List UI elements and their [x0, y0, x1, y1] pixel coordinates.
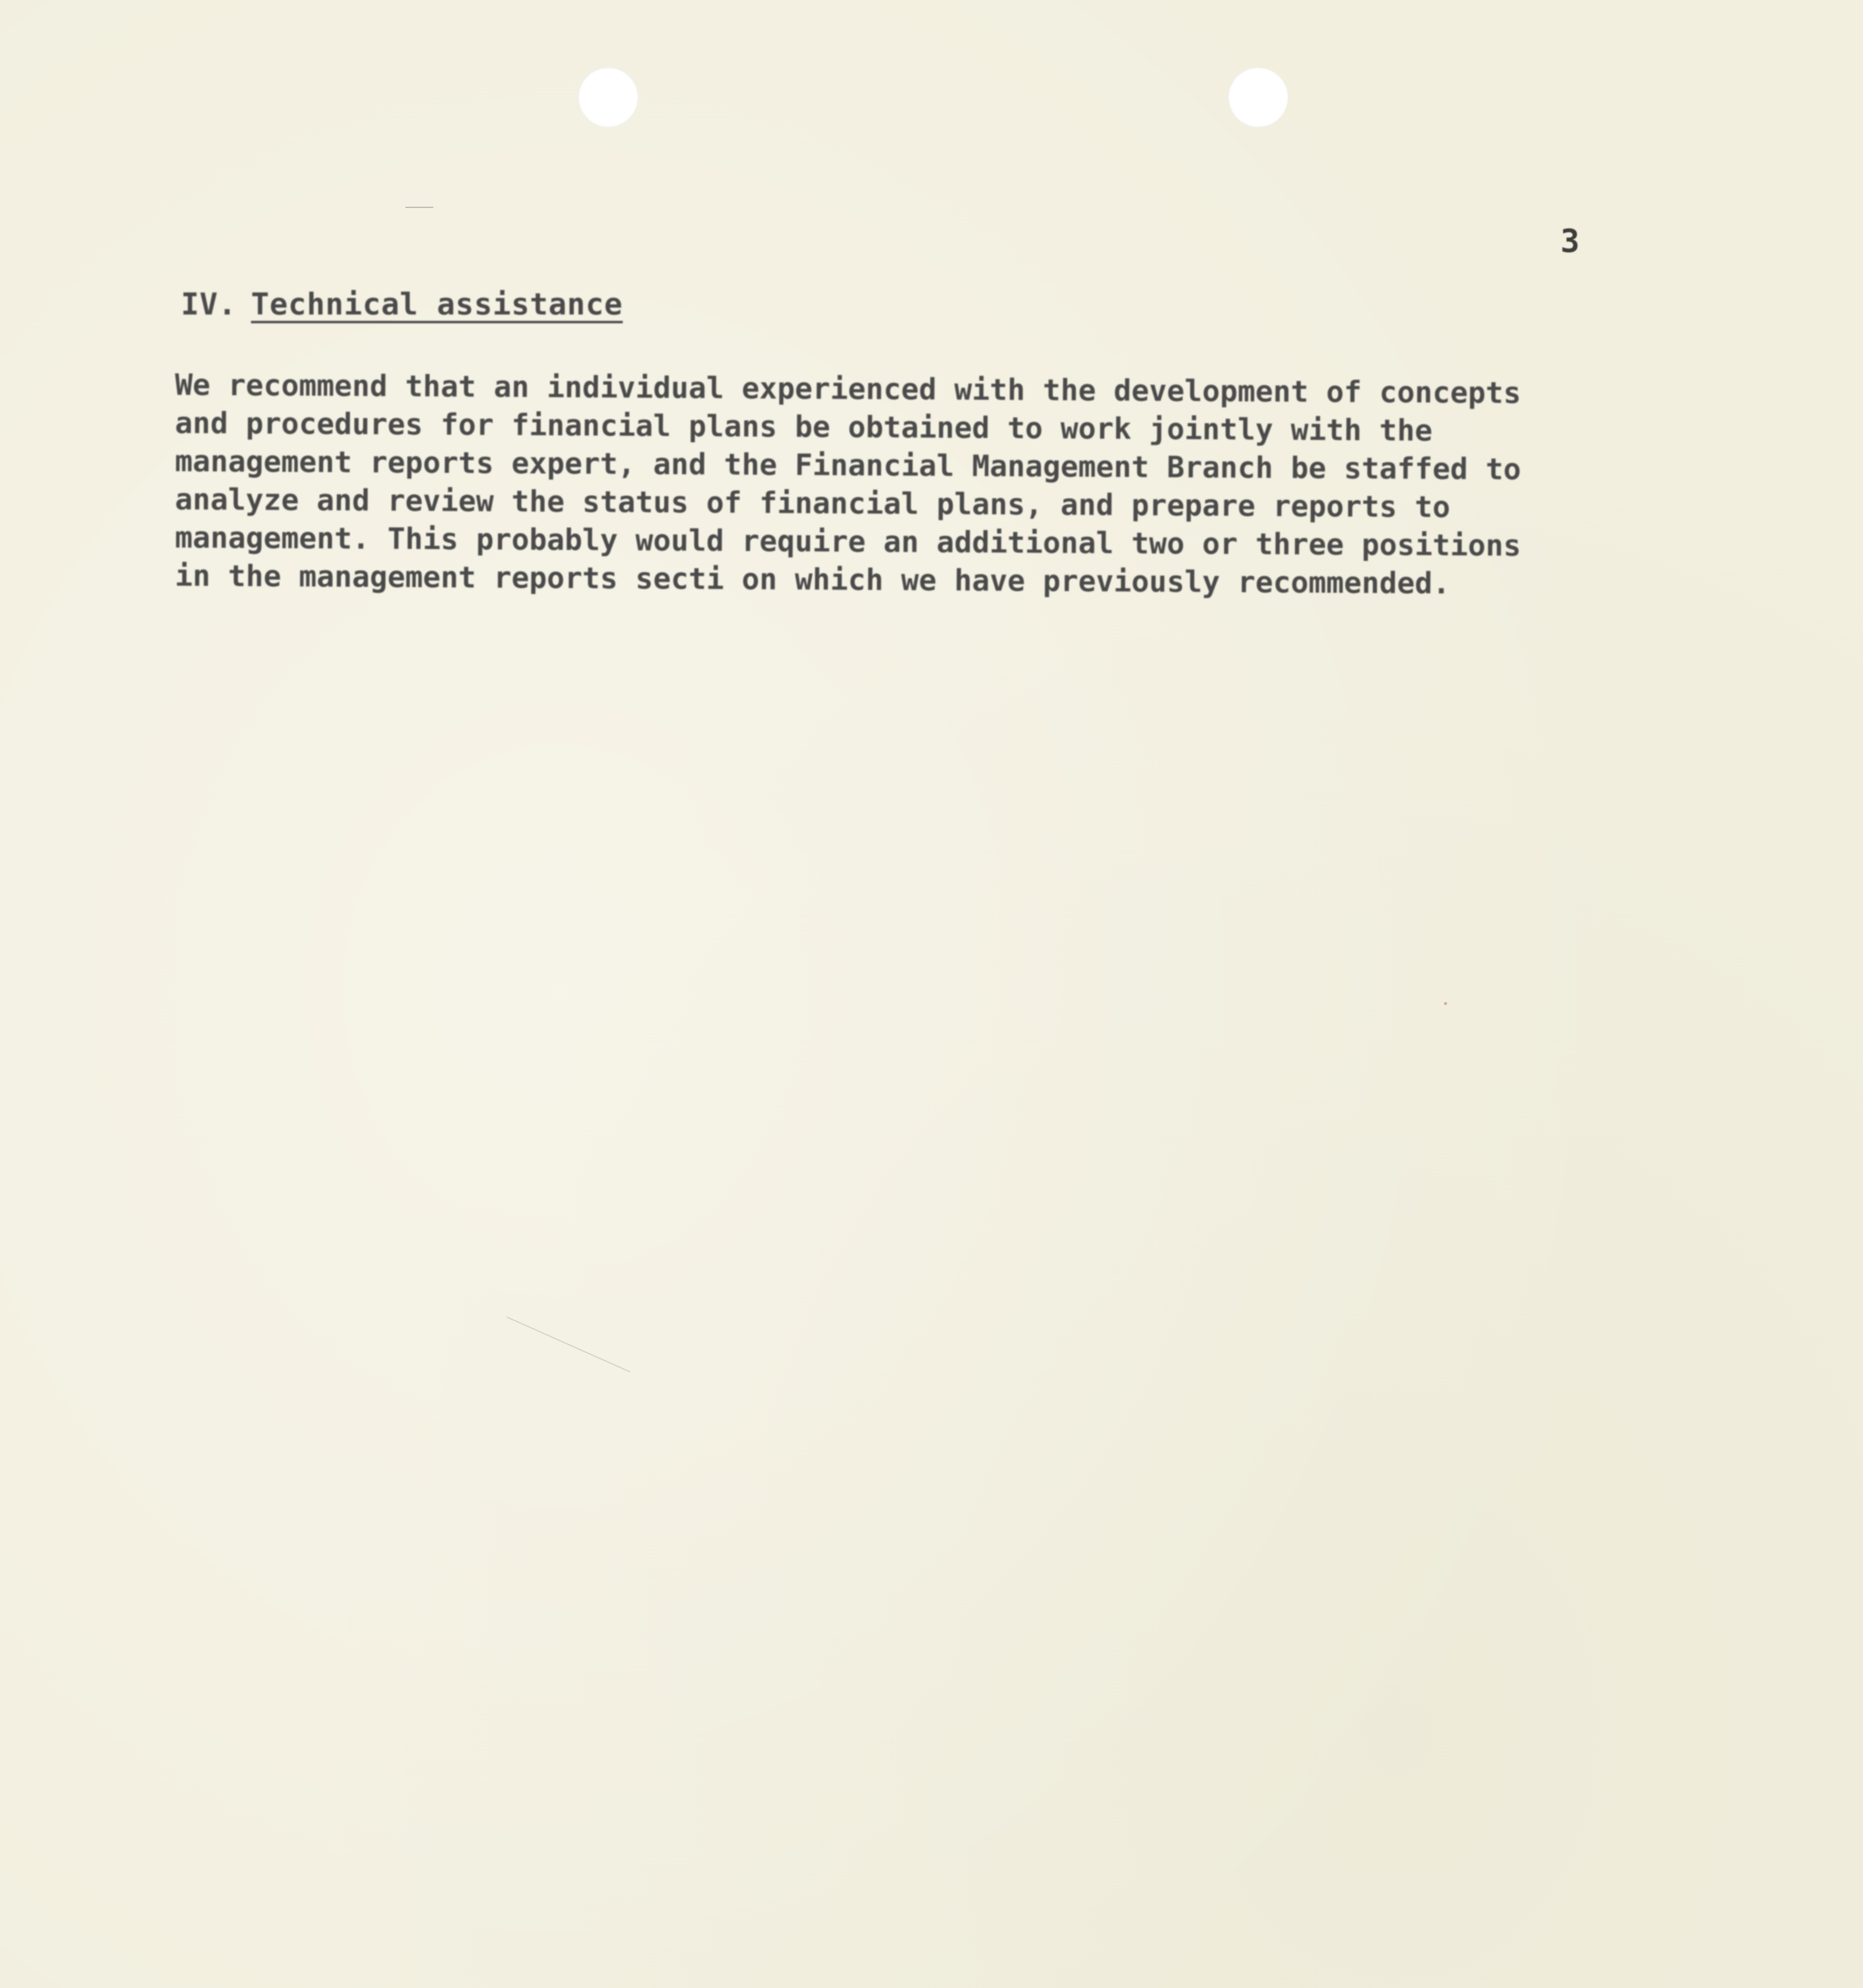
paragraph-line: We recommend that an individual experienced with the development of concepts: [175, 368, 1521, 410]
paragraph-line: and procedures for financial plans be obtained to work jointly with the: [175, 406, 1433, 448]
page-number: 3: [1560, 223, 1580, 260]
stray-mark: [406, 207, 433, 208]
body-paragraph: [175, 366, 1717, 601]
stray-mark: [507, 1316, 631, 1373]
paragraph-line: management. This probably would require an additional two or three positions: [175, 520, 1521, 563]
ink-speck: [1444, 1002, 1447, 1005]
paragraph-line: in the management reports secti on which we have previously recommended.: [175, 559, 1450, 601]
section-heading: [181, 286, 623, 322]
section-numeral: IV.: [181, 286, 237, 322]
paragraph-line: management reports expert, and the Financial Management Branch be staffed to: [175, 444, 1521, 487]
paragraph-line: analyze and review the status of financial plans, and prepare reports to: [175, 482, 1450, 524]
section-title: Technical assistance: [251, 286, 623, 322]
punch-hole-right: [1228, 68, 1288, 127]
punch-hole-left: [578, 68, 638, 127]
